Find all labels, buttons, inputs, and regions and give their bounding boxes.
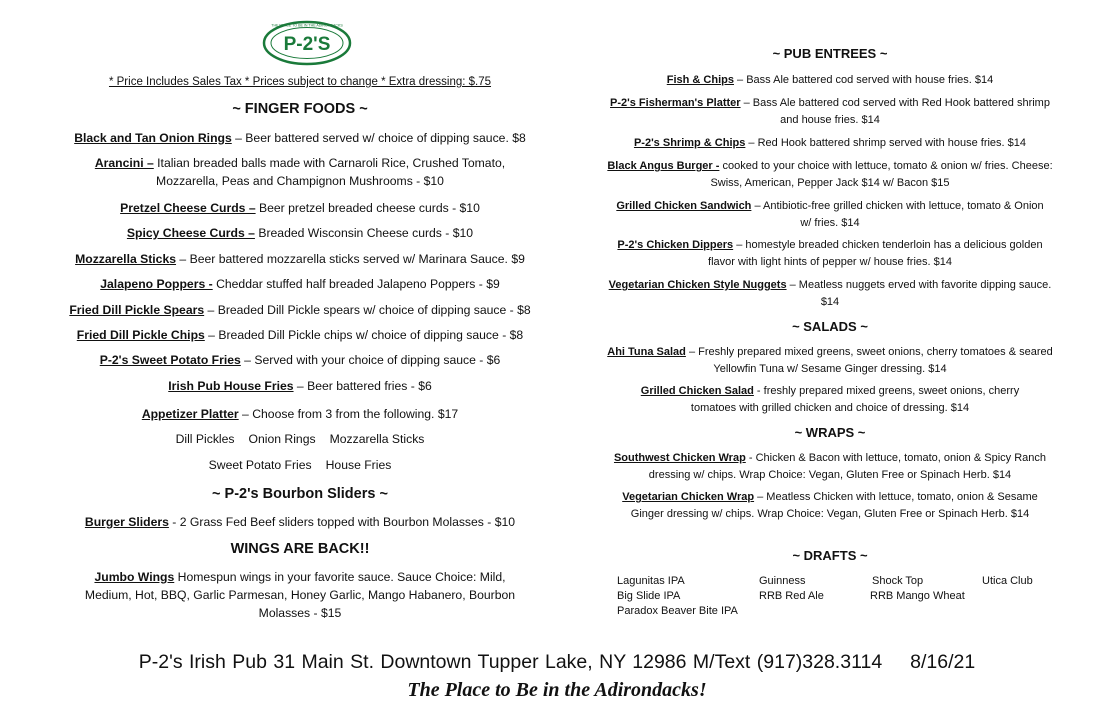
menu-item [615, 237, 1045, 271]
item-name: Black and Tan Onion Rings [74, 131, 232, 145]
menu-item [40, 250, 560, 268]
menu-item [40, 405, 560, 423]
item-name: Ahi Tuna Salad [607, 346, 686, 358]
item-desc: – Bass Ale battered cod served with house fries. $14 [733, 74, 994, 86]
menu-item [610, 450, 1050, 484]
platter-option: Dill Pickles [175, 432, 235, 446]
draft-beer: RRB Red Ale [759, 590, 824, 602]
item-desc: – homestyle breaded chicken tenderloin has a delicious golden flavor with light hints of pepper w/ house fries. $14 [708, 239, 1043, 268]
item-name: Spicy Cheese Curds – [126, 226, 255, 240]
draft-beer: Paradox Beaver Bite IPA [617, 605, 738, 617]
item-name: Irish Pub House Fries [168, 379, 294, 393]
item-desc: – Beer battered served w/ choice of dipping sauce. $8 [231, 131, 526, 145]
item-name: P-2's Shrimp & Chips [633, 137, 746, 149]
item-name: Southwest Chicken Wrap [613, 452, 746, 464]
drafts-row [617, 605, 1087, 620]
menu-item [40, 513, 560, 531]
item-desc: – Breaded Dill Pickle chips w/ choice of dipping sauce - $8 [204, 328, 524, 342]
menu-item [70, 154, 530, 190]
item-desc: Cheddar stuffed half breaded Jalapeno Poppers - $9 [212, 277, 500, 291]
menu-item [585, 135, 1075, 152]
menu-item [610, 198, 1050, 232]
menu-item [40, 224, 560, 242]
platter-option: Sweet Potato Fries [208, 458, 312, 472]
item-name: Grilled Chicken Salad [640, 385, 754, 397]
drafts-heading: ~ DRAFTS ~ [792, 548, 868, 563]
item-desc: – Beer battered mozzarella sticks served w/ Marinara Sauce. $9 [176, 252, 525, 266]
menu-item [605, 158, 1055, 192]
logo-text: P-2'S [283, 34, 331, 55]
item-name: Mozzarella Sticks [75, 252, 177, 266]
item-name: Jalapeno Poppers - [100, 277, 213, 291]
wings-heading: WINGS ARE BACK!! [230, 541, 370, 557]
finger-foods-heading: ~ FINGER FOODS ~ [232, 101, 368, 117]
logo-ring-text: THE PLACE TO BE IN THE ADIRONDACKS [271, 23, 343, 28]
footer-date: 8/16/21 [910, 651, 976, 673]
footer-contact [0, 651, 1114, 674]
item-desc: Homespun wings in your favorite sauce. Sauce Choice: Mild, Medium, Hot, BBQ, Garlic Parmesan, Honey Garlic, Mango Habanero, Bourbon Molasses - $15 [84, 570, 516, 620]
item-desc: - freshly prepared mixed greens, sweet onions, cherry tomatoes with grilled chicken and choice of dressing. $14 [690, 385, 1020, 414]
item-desc: – Meatless nuggets erved with favorite dipping sauce. $14 [786, 279, 1052, 308]
sliders-heading: ~ P-2's Bourbon Sliders ~ [212, 486, 388, 502]
menu-item [40, 199, 560, 217]
menu-item [605, 277, 1055, 311]
item-name: Burger Sliders [84, 515, 169, 529]
item-desc: – Meatless Chicken with lettuce, tomato, onion & Sesame Ginger dressing w/ chips. Wrap Choice: Vegan, Gluten Free or Spinach Herb. $14 [630, 491, 1038, 520]
menu-item [585, 72, 1075, 89]
item-desc: – Bass Ale battered cod served with Red Hook battered shrimp and house fries. $14 [740, 97, 1050, 126]
menu-item [40, 275, 560, 293]
wraps-heading: ~ WRAPS ~ [794, 425, 866, 440]
draft-beer: Lagunitas IPA [617, 575, 685, 587]
draft-beer: Utica Club [982, 575, 1033, 587]
menu-item [40, 129, 560, 147]
item-name: Pretzel Cheese Curds – [120, 201, 256, 215]
item-name: Vegetarian Chicken Style Nuggets [608, 279, 787, 291]
item-desc: – Red Hook battered shrimp served with house fries. $14 [745, 137, 1027, 149]
platter-option: House Fries [325, 458, 392, 472]
menu-item [40, 326, 560, 344]
item-desc: – Beer battered fries - $6 [293, 379, 432, 393]
item-desc: – Freshly prepared mixed greens, sweet onions, cherry tomatoes & seared Yellowfin Tuna w/ Sesame Ginger dressing. $14 [685, 346, 1053, 375]
item-name: Grilled Chicken Sandwich [616, 200, 752, 212]
item-desc: cooked to your choice with lettuce, tomato & onion w/ fries. Cheese: Swiss, American, Pepper Jack $14 w/ Bacon $15 [710, 160, 1053, 189]
item-desc: – Choose from 3 from the following. $17 [238, 407, 459, 421]
menu-item [40, 377, 560, 395]
item-name: Jumbo Wings [94, 570, 175, 584]
menu-item [40, 351, 560, 369]
draft-beer: Guinness [759, 575, 806, 587]
item-desc: – Antibiotic-free grilled chicken with lettuce, tomato & Onion w/ fries. $14 [751, 200, 1044, 229]
p2s-logo [262, 20, 352, 66]
menu-item [620, 383, 1040, 417]
item-name: P-2's Fisherman's Platter [610, 97, 741, 109]
item-desc: Breaded Wisconsin Cheese curds - $10 [254, 226, 474, 240]
menu-item [40, 301, 560, 319]
drafts-row [617, 590, 1087, 605]
item-name: Arancini – [94, 156, 154, 170]
item-name: Vegetarian Chicken Wrap [622, 491, 755, 503]
item-desc: – Breaded Dill Pickle spears w/ choice of dipping sauce - $8 [204, 303, 531, 317]
draft-beer: Shock Top [872, 575, 924, 587]
draft-beer: RRB Mango Wheat [870, 590, 965, 602]
item-name: Appetizer Platter [141, 407, 239, 421]
menu-item [615, 489, 1045, 523]
drafts-row [617, 575, 1087, 590]
salads-heading: ~ SALADS ~ [792, 319, 868, 334]
tagline: The Place to Be in the Adirondacks! [407, 679, 707, 701]
platter-option: Onion Rings [248, 432, 316, 446]
item-desc: Beer pretzel breaded cheese curds - $10 [255, 201, 480, 215]
menu-item [605, 95, 1055, 129]
item-desc: - Chicken & Bacon with lettuce, tomato, onion & Spicy Ranch dressing w/ chips. Wrap Choice: Vegan, Gluten Free or Spinach Herb. $14 [648, 452, 1047, 481]
menu-item [605, 344, 1055, 378]
item-name: P-2's Sweet Potato Fries [99, 353, 241, 367]
menu-item [80, 568, 520, 622]
item-desc: Italian breaded balls made with Carnaroli Rice, Crushed Tomato, Mozzarella, Peas and Champignon Mushrooms - $10 [153, 156, 506, 188]
item-desc: - 2 Grass Fed Beef sliders topped with Bourbon Molasses - $10 [168, 515, 516, 529]
item-name: Fried Dill Pickle Chips [76, 328, 205, 342]
item-name: Fried Dill Pickle Spears [69, 303, 205, 317]
footer-address: P-2's Irish Pub 31 Main St. Downtown Tupper Lake, NY 12986 M/Text (917)328.3114 [138, 651, 883, 673]
price-note: * Price Includes Sales Tax * Prices subject to change * Extra dressing: $.75 [108, 76, 492, 88]
drafts-list [617, 575, 1087, 620]
platter-option: Mozzarella Sticks [329, 432, 425, 446]
item-desc: – Served with your choice of dipping sauce - $6 [240, 353, 501, 367]
pub-entrees-heading: ~ PUB ENTREES ~ [772, 46, 888, 61]
item-name: Fish & Chips [666, 74, 734, 86]
item-name: Black Angus Burger - [607, 160, 720, 172]
draft-beer: Big Slide IPA [617, 590, 681, 602]
platter-options-row-1 [160, 432, 440, 446]
platter-options-row-2 [180, 458, 420, 472]
item-name: P-2's Chicken Dippers [617, 239, 734, 251]
